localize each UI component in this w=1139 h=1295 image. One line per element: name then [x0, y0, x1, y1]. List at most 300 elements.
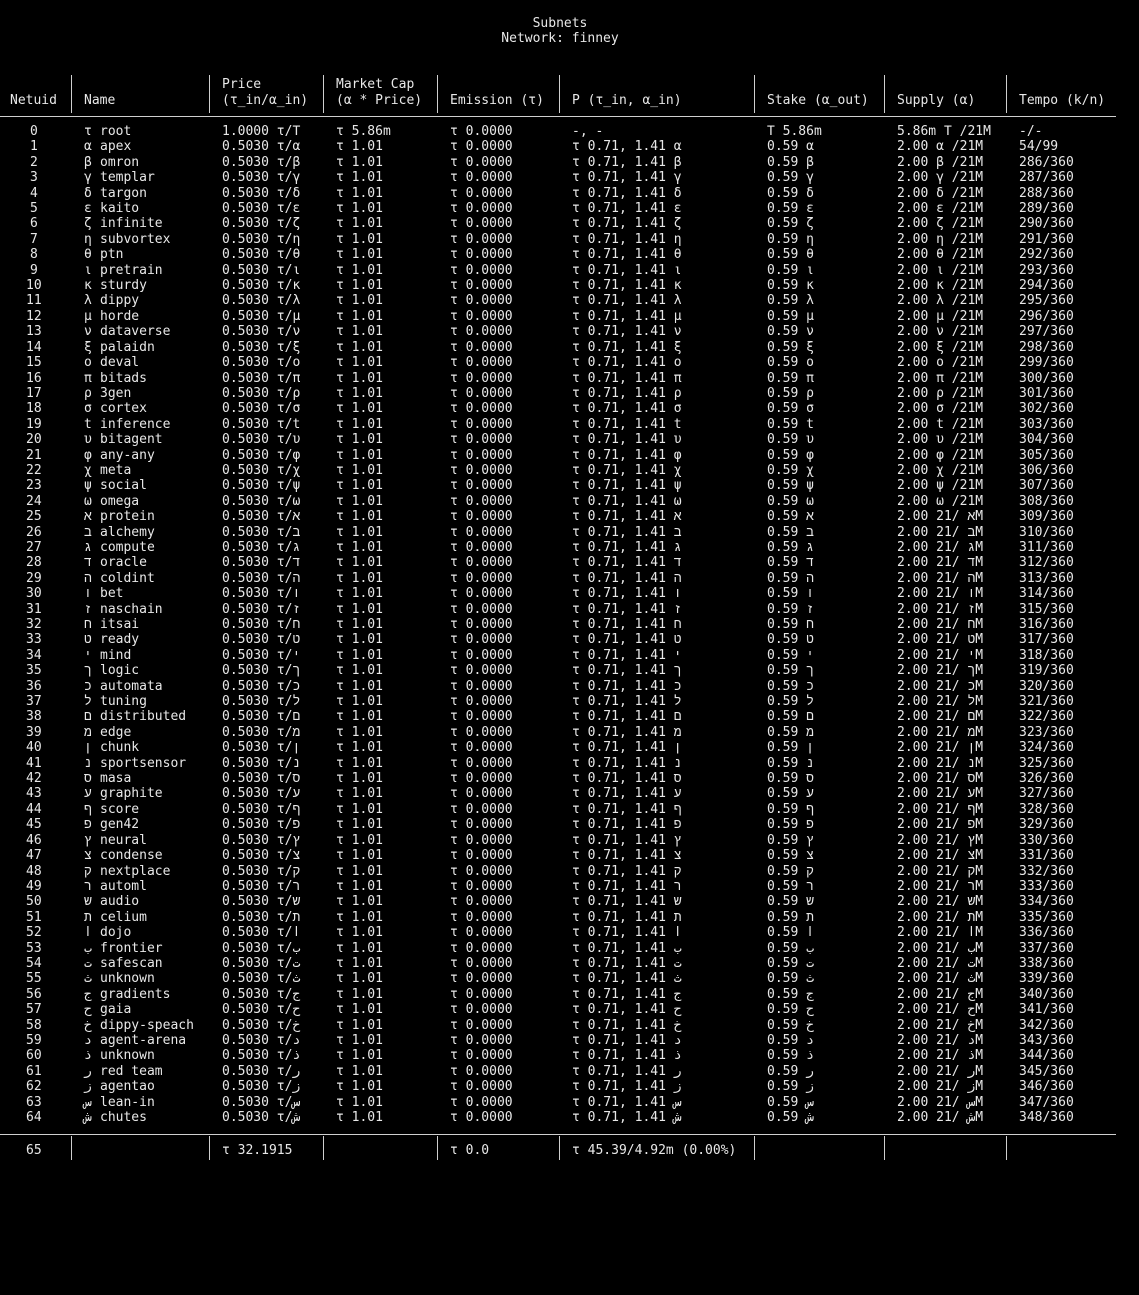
price-cell: 1.0000 τ/Τ — [222, 124, 301, 139]
table-row[interactable] — [0, 448, 1139, 463]
table-row[interactable] — [0, 894, 1139, 909]
table-footer — [0, 1143, 1139, 1159]
subnet-symbol: د — [84, 1032, 92, 1048]
table-row[interactable] — [0, 216, 1139, 231]
supply-cell: 2.00 ز /21M — [897, 1079, 984, 1095]
market-cap-cell: τ 1.01 — [336, 817, 383, 833]
subnet-symbol: ش — [84, 1110, 92, 1125]
table-row[interactable] — [0, 371, 1139, 386]
subnet-name: dippy — [100, 293, 140, 309]
table-row[interactable] — [0, 771, 1139, 786]
stake-cell: 0.59 ע — [767, 786, 814, 802]
netuid-cell: 1 — [30, 139, 38, 155]
pool-cell: τ 0.71, 1.41 π — [572, 370, 682, 386]
table-row[interactable] — [0, 293, 1139, 308]
emission-cell: τ 0.0000 — [450, 339, 513, 355]
subnet-symbol: φ — [84, 447, 92, 463]
pool-cell: τ 0.71, 1.41 ם — [572, 709, 682, 725]
subnet-symbol: פ — [84, 817, 92, 833]
netuid-cell: 23 — [26, 478, 42, 494]
market-cap-cell: τ 1.01 — [336, 478, 383, 494]
tempo-cell: 343/360 — [1019, 1032, 1074, 1048]
table-row[interactable] — [0, 309, 1139, 324]
subnet-name: condense — [100, 848, 163, 864]
supply-cell: 2.00 ح /21M — [897, 1002, 984, 1018]
stake-cell: 0.59 ל — [767, 694, 814, 710]
pool-cell: τ 0.71, 1.41 ה — [572, 570, 682, 586]
netuid-cell: 13 — [26, 324, 42, 340]
table-row[interactable] — [0, 1110, 1139, 1125]
supply-cell: 2.00 π /21M — [897, 370, 984, 386]
table-row[interactable] — [0, 1002, 1139, 1017]
market-cap-cell: τ 1.01 — [336, 1094, 383, 1110]
table-row[interactable] — [0, 463, 1139, 478]
subnet-name: meta — [100, 462, 132, 478]
netuid-cell: 46 — [26, 832, 42, 848]
market-cap-cell: τ 1.01 — [336, 462, 383, 478]
stake-cell: 0.59 ר — [767, 878, 814, 894]
emission-cell: τ 0.0000 — [450, 1063, 513, 1079]
subnet-symbol: ν — [84, 324, 92, 340]
market-cap-cell: τ 1.01 — [336, 401, 383, 417]
price-cell: 0.5030 τ/ם — [222, 709, 301, 725]
table-row[interactable] — [0, 586, 1139, 601]
table-row[interactable] — [0, 1064, 1139, 1079]
table-row[interactable] — [0, 1033, 1139, 1048]
pool-cell: τ 0.71, 1.41 س — [572, 1094, 682, 1110]
subnet-symbol: ק — [84, 863, 92, 879]
table-row[interactable] — [0, 817, 1139, 832]
price-cell: 0.5030 τ/ج — [222, 986, 301, 1002]
emission-cell: τ 0.0000 — [450, 694, 513, 710]
tempo-cell: 287/360 — [1019, 170, 1074, 186]
subnet-symbol: ת — [84, 909, 92, 925]
pool-cell: τ 0.71, 1.41 צ — [572, 848, 682, 864]
footer-count: 65 — [26, 1143, 42, 1158]
tempo-cell: 328/360 — [1019, 801, 1074, 817]
supply-cell: 2.00 κ /21M — [897, 278, 984, 294]
netuid-cell: 35 — [26, 663, 42, 679]
table-row[interactable] — [0, 124, 1139, 139]
table-row[interactable] — [0, 155, 1139, 170]
emission-cell: τ 0.0000 — [450, 247, 513, 263]
table-row[interactable] — [0, 971, 1139, 986]
emission-cell: τ 0.0000 — [450, 478, 513, 494]
stake-cell: 0.59 ק — [767, 863, 814, 879]
subnet-symbol: ز — [84, 1079, 92, 1095]
table-row[interactable] — [0, 1079, 1139, 1094]
subnet-name: frontier — [100, 940, 163, 956]
table-row[interactable] — [0, 756, 1139, 771]
tempo-cell: 333/360 — [1019, 878, 1074, 894]
market-cap-cell: τ 1.01 — [336, 955, 383, 971]
table-row[interactable] — [0, 201, 1139, 216]
subnet-symbol: κ — [84, 278, 92, 294]
table-row[interactable] — [0, 232, 1139, 247]
supply-cell: 2.00 ψ /21M — [897, 478, 984, 494]
emission-cell: τ 0.0000 — [450, 771, 513, 787]
subnet-symbol: t — [84, 416, 92, 432]
subnet-name: protein — [100, 509, 155, 525]
subnet-name: gaia — [100, 1002, 132, 1018]
market-cap-cell: τ 1.01 — [336, 1110, 383, 1125]
subnet-name: templar — [100, 170, 155, 186]
supply-cell: 2.00 خ /21M — [897, 1017, 984, 1033]
stake-cell: 0.59 φ — [767, 447, 814, 463]
table-row[interactable] — [0, 401, 1139, 416]
pool-cell: τ 0.71, 1.41 ד — [572, 555, 682, 571]
netuid-cell: 63 — [26, 1094, 42, 1110]
subnet-symbol: נ — [84, 755, 92, 771]
price-cell: 0.5030 τ/ت — [222, 955, 301, 971]
emission-cell: τ 0.0000 — [450, 185, 513, 201]
table-row[interactable] — [0, 340, 1139, 355]
stake-cell: 0.59 ψ — [767, 478, 814, 494]
market-cap-cell: τ 1.01 — [336, 509, 383, 525]
table-row[interactable] — [0, 941, 1139, 956]
tempo-cell: 314/360 — [1019, 586, 1074, 602]
subnet-symbol: ψ — [84, 478, 92, 494]
subnet-symbol: π — [84, 370, 92, 386]
netuid-cell: 59 — [26, 1032, 42, 1048]
table-row[interactable] — [0, 263, 1139, 278]
stake-cell: 0.59 ד — [767, 555, 814, 571]
stake-cell: 0.59 س — [767, 1094, 814, 1110]
emission-cell: τ 0.0000 — [450, 709, 513, 725]
tempo-cell: 300/360 — [1019, 370, 1074, 386]
col-price-header: Price (τ_in/α_in) — [222, 77, 309, 108]
stake-cell: 0.59 ה — [767, 570, 814, 586]
table-row[interactable] — [0, 571, 1139, 586]
market-cap-cell: τ 1.01 — [336, 1017, 383, 1033]
market-cap-cell: τ 1.01 — [336, 848, 383, 864]
subnet-symbol: ט — [84, 632, 92, 648]
netuid-cell: 21 — [26, 447, 42, 463]
market-cap-cell: τ 1.01 — [336, 432, 383, 448]
table-row[interactable] — [0, 632, 1139, 647]
emission-cell: τ 0.0000 — [450, 370, 513, 386]
emission-cell: τ 0.0000 — [450, 139, 513, 155]
subnet-symbol: כ — [84, 678, 92, 694]
market-cap-cell: τ 1.01 — [336, 385, 383, 401]
emission-cell: τ 0.0000 — [450, 955, 513, 971]
price-cell: 0.5030 τ/צ — [222, 848, 301, 864]
market-cap-cell: τ 1.01 — [336, 1032, 383, 1048]
table-row[interactable] — [0, 278, 1139, 293]
stake-cell: 0.59 ζ — [767, 216, 814, 232]
pool-cell: -, - — [572, 124, 604, 139]
tempo-cell: 320/360 — [1019, 678, 1074, 694]
supply-cell: 5.86m Τ /21M — [897, 124, 991, 139]
table-row[interactable] — [0, 1018, 1139, 1033]
price-cell: 0.5030 τ/ץ — [222, 832, 301, 848]
table-row[interactable] — [0, 540, 1139, 555]
supply-cell: 2.00 ر /21M — [897, 1063, 984, 1079]
price-cell: 0.5030 τ/כ — [222, 678, 301, 694]
market-cap-cell: τ 1.01 — [336, 524, 383, 540]
subnet-symbol: ξ — [84, 339, 92, 355]
emission-cell: τ 0.0000 — [450, 493, 513, 509]
pool-cell: τ 0.71, 1.41 ו — [572, 586, 682, 602]
emission-cell: τ 0.0000 — [450, 878, 513, 894]
stake-cell: 0.59 ו — [767, 586, 814, 602]
subnet-name: subvortex — [100, 231, 171, 247]
subnet-symbol: δ — [84, 185, 92, 201]
market-cap-cell: τ 1.01 — [336, 663, 383, 679]
table-row[interactable] — [0, 617, 1139, 632]
market-cap-cell: τ 1.01 — [336, 617, 383, 632]
table-row[interactable] — [0, 740, 1139, 755]
table-row[interactable] — [0, 432, 1139, 447]
subnet-name: unknown — [100, 1048, 155, 1064]
table-row[interactable] — [0, 987, 1139, 1002]
price-cell: 0.5030 τ/υ — [222, 432, 301, 448]
table-row[interactable] — [0, 417, 1139, 432]
stake-cell: 0.59 η — [767, 231, 814, 247]
market-cap-cell: τ 1.01 — [336, 971, 383, 987]
market-cap-cell: τ 1.01 — [336, 894, 383, 910]
subnet-symbol: ث — [84, 971, 92, 987]
tempo-cell: 347/360 — [1019, 1094, 1074, 1110]
netuid-cell: 64 — [26, 1110, 42, 1125]
market-cap-cell: τ 1.01 — [336, 755, 383, 771]
tempo-cell: 319/360 — [1019, 663, 1074, 679]
table-row[interactable] — [0, 864, 1139, 879]
stake-cell: 0.59 ת — [767, 909, 814, 925]
subnet-name: safescan — [100, 955, 163, 971]
tempo-cell: 338/360 — [1019, 955, 1074, 971]
netuid-cell: 5 — [30, 201, 38, 217]
table-row[interactable] — [0, 247, 1139, 262]
stake-cell: 0.59 ا — [767, 925, 814, 941]
table-row[interactable] — [0, 925, 1139, 940]
pool-cell: τ 0.71, 1.41 פ — [572, 817, 682, 833]
col-market-cap-header: Market Cap (α * Price) — [336, 77, 423, 108]
price-cell: 0.5030 τ/ז — [222, 601, 301, 617]
subnet-name: ready — [100, 632, 140, 648]
pool-cell: τ 0.71, 1.41 η — [572, 231, 682, 247]
stake-cell: 0.59 د — [767, 1032, 814, 1048]
stake-cell: 0.59 י — [767, 647, 814, 663]
supply-cell: 2.00 س /21M — [897, 1094, 984, 1110]
price-cell: 0.5030 τ/خ — [222, 1017, 301, 1033]
subnet-name: root — [100, 124, 132, 139]
tempo-cell: 307/360 — [1019, 478, 1074, 494]
table-row[interactable] — [0, 509, 1139, 524]
header-divider — [754, 75, 755, 113]
supply-cell: 2.00 ب /21M — [897, 940, 984, 956]
market-cap-cell: τ 1.01 — [336, 1063, 383, 1079]
subnet-name: apex — [100, 139, 132, 155]
stake-cell: 0.59 β — [767, 154, 814, 170]
stake-cell: 0.59 ξ — [767, 339, 814, 355]
table-row[interactable] — [0, 525, 1139, 540]
table-row[interactable] — [0, 802, 1139, 817]
price-cell: 0.5030 τ/ب — [222, 940, 301, 956]
stake-cell: 0.59 π — [767, 370, 814, 386]
table-row[interactable] — [0, 663, 1139, 678]
netuid-cell: 51 — [26, 909, 42, 925]
table-row[interactable] — [0, 494, 1139, 509]
pool-cell: τ 0.71, 1.41 ב — [572, 524, 682, 540]
emission-cell: τ 0.0000 — [450, 848, 513, 864]
emission-cell: τ 0.0000 — [450, 231, 513, 247]
subnet-symbol: ω — [84, 493, 92, 509]
table-row[interactable] — [0, 910, 1139, 925]
netuid-cell: 45 — [26, 817, 42, 833]
table-row[interactable] — [0, 186, 1139, 201]
emission-cell: τ 0.0000 — [450, 647, 513, 663]
netuid-cell: 17 — [26, 385, 42, 401]
market-cap-cell: τ 1.01 — [336, 447, 383, 463]
pool-cell: τ 0.71, 1.41 ζ — [572, 216, 682, 232]
table-row[interactable] — [0, 879, 1139, 894]
table-row[interactable] — [0, 386, 1139, 401]
table-row[interactable] — [0, 694, 1139, 709]
table-row[interactable] — [0, 848, 1139, 863]
market-cap-cell: τ 1.01 — [336, 925, 383, 941]
subnet-symbol: ז — [84, 601, 92, 617]
header-divider — [559, 75, 560, 113]
emission-cell: τ 0.0000 — [450, 678, 513, 694]
table-row[interactable] — [0, 1095, 1139, 1110]
stake-cell: 0.59 γ — [767, 170, 814, 186]
pool-cell: τ 0.71, 1.41 ب — [572, 940, 682, 956]
subnet-name: alchemy — [100, 524, 155, 540]
subnet-name: unknown — [100, 971, 155, 987]
pool-cell: τ 0.71, 1.41 μ — [572, 308, 682, 324]
market-cap-cell: τ 1.01 — [336, 570, 383, 586]
supply-cell: 2.00 γ /21M — [897, 170, 984, 186]
emission-cell: τ 0.0000 — [450, 1110, 513, 1125]
subnet-name: automl — [100, 878, 147, 894]
subnet-symbol: ו — [84, 586, 92, 602]
stake-cell: Τ 5.86m — [767, 124, 822, 139]
supply-cell: 2.00 ץ /21M — [897, 832, 984, 848]
tempo-cell: 336/360 — [1019, 925, 1074, 941]
emission-cell: τ 0.0000 — [450, 524, 513, 540]
stake-cell: 0.59 כ — [767, 678, 814, 694]
pool-cell: τ 0.71, 1.41 ا — [572, 925, 682, 941]
table-row[interactable] — [0, 170, 1139, 185]
table-row[interactable] — [0, 956, 1139, 971]
pool-cell: τ 0.71, 1.41 ז — [572, 601, 682, 617]
subnet-name: dataverse — [100, 324, 171, 340]
tempo-cell: 296/360 — [1019, 308, 1074, 324]
subnet-name: social — [100, 478, 147, 494]
pool-cell: τ 0.71, 1.41 ر — [572, 1063, 682, 1079]
subnet-symbol: י — [84, 647, 92, 663]
subnet-symbol: ן — [84, 740, 92, 756]
price-cell: 0.5030 τ/ر — [222, 1063, 301, 1079]
tempo-cell: 302/360 — [1019, 401, 1074, 417]
market-cap-cell: τ 1.01 — [336, 586, 383, 602]
table-row[interactable] — [0, 324, 1139, 339]
price-cell: 0.5030 τ/σ — [222, 401, 301, 417]
price-cell: 0.5030 τ/χ — [222, 462, 301, 478]
market-cap-cell: τ 1.01 — [336, 647, 383, 663]
pool-cell: τ 0.71, 1.41 ν — [572, 324, 682, 340]
tempo-cell: 335/360 — [1019, 909, 1074, 925]
netuid-cell: 3 — [30, 170, 38, 186]
subnet-name: omega — [100, 493, 140, 509]
table-row[interactable] — [0, 679, 1139, 694]
price-cell: 0.5030 τ/ω — [222, 493, 301, 509]
stake-cell: 0.59 ι — [767, 262, 814, 278]
market-cap-cell: τ 1.01 — [336, 740, 383, 756]
netuid-cell: 58 — [26, 1017, 42, 1033]
table-row[interactable] — [0, 648, 1139, 663]
market-cap-cell: τ 1.01 — [336, 1002, 383, 1018]
pool-cell: τ 0.71, 1.41 β — [572, 154, 682, 170]
tempo-cell: 293/360 — [1019, 262, 1074, 278]
tempo-cell: 317/360 — [1019, 632, 1074, 648]
table-row[interactable] — [0, 478, 1139, 493]
market-cap-cell: τ 1.01 — [336, 170, 383, 186]
price-cell: 0.5030 τ/נ — [222, 755, 301, 771]
emission-cell: τ 0.0000 — [450, 216, 513, 232]
table-row[interactable] — [0, 355, 1139, 370]
supply-cell: 2.00 ר /21M — [897, 878, 984, 894]
footer-emission-total: τ 0.0 — [450, 1143, 490, 1158]
netuid-cell: 56 — [26, 986, 42, 1002]
stake-cell: 0.59 ε — [767, 201, 814, 217]
market-cap-cell: τ 1.01 — [336, 231, 383, 247]
table-row[interactable] — [0, 555, 1139, 570]
emission-cell: τ 0.0000 — [450, 432, 513, 448]
pool-cell: τ 0.71, 1.41 ج — [572, 986, 682, 1002]
tempo-cell: 346/360 — [1019, 1079, 1074, 1095]
pool-cell: τ 0.71, 1.41 σ — [572, 401, 682, 417]
table-row[interactable] — [0, 1048, 1139, 1063]
subnet-symbol: ף — [84, 801, 92, 817]
price-cell: 0.5030 τ/ا — [222, 925, 301, 941]
supply-cell: 2.00 ש /21M — [897, 894, 984, 910]
market-cap-cell: τ 1.01 — [336, 1079, 383, 1095]
stake-cell: 0.59 t — [767, 416, 814, 432]
tempo-cell: 303/360 — [1019, 416, 1074, 432]
pool-cell: τ 0.71, 1.41 ε — [572, 201, 682, 217]
table-row[interactable] — [0, 786, 1139, 801]
subnet-symbol: خ — [84, 1017, 92, 1033]
header-divider — [884, 75, 885, 113]
stake-cell: 0.59 χ — [767, 462, 814, 478]
subnet-name: bet — [100, 586, 124, 602]
subnet-symbol: χ — [84, 462, 92, 478]
market-cap-cell: τ 1.01 — [336, 154, 383, 170]
table-row[interactable] — [0, 725, 1139, 740]
supply-cell: 2.00 θ /21M — [897, 247, 984, 263]
tempo-cell: 324/360 — [1019, 740, 1074, 756]
subnet-symbol: ج — [84, 986, 92, 1002]
table-row[interactable] — [0, 709, 1139, 724]
table-row[interactable] — [0, 139, 1139, 154]
table-row[interactable] — [0, 602, 1139, 617]
supply-cell: 2.00 צ /21M — [897, 848, 984, 864]
pool-cell: τ 0.71, 1.41 י — [572, 647, 682, 663]
market-cap-cell: τ 1.01 — [336, 1048, 383, 1064]
emission-cell: τ 0.0000 — [450, 740, 513, 756]
netuid-cell: 40 — [26, 740, 42, 756]
emission-cell: τ 0.0000 — [450, 1048, 513, 1064]
table-row[interactable] — [0, 833, 1139, 848]
supply-cell: 2.00 μ /21M — [897, 308, 984, 324]
subnet-symbol: ה — [84, 570, 92, 586]
supply-cell: 2.00 ק /21M — [897, 863, 984, 879]
supply-cell: 2.00 פ /21M — [897, 817, 984, 833]
market-cap-cell: τ 1.01 — [336, 878, 383, 894]
netuid-cell: 38 — [26, 709, 42, 725]
